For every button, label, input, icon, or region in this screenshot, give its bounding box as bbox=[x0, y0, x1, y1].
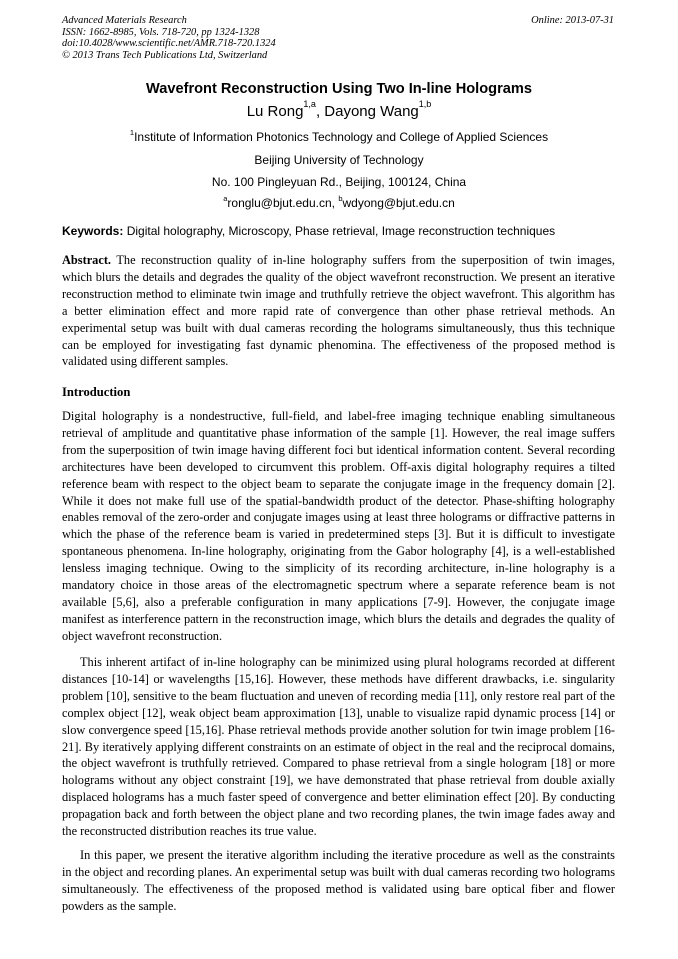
author-1-affiliation-mark: 1,a bbox=[303, 99, 316, 109]
copyright-line: © 2013 Trans Tech Publications Ltd, Switzerland bbox=[62, 49, 268, 61]
doi-line: doi:10.4028/www.scientific.net/AMR.718-720.1324 bbox=[62, 38, 276, 49]
journal-header bbox=[62, 15, 276, 61]
introduction-heading: Introduction bbox=[62, 385, 131, 399]
author-1: Lu Rong bbox=[246, 103, 304, 120]
email-b-mark: b bbox=[338, 194, 343, 203]
online-date: Online: 2013-07-31 bbox=[531, 15, 614, 26]
issn-line: ISSN: 1662-8985, Vols. 718-720, pp 1324-1328 bbox=[62, 26, 260, 38]
author-line bbox=[0, 99, 678, 120]
affiliation-line-1: Institute of Information Photonics Technology and College of Applied Sciences bbox=[134, 130, 549, 144]
introduction-paragraph-3: In this paper, we present the iterative algorithm including the iterative procedure as well as the constraints in the object and recording planes. An experimental setup was built with dual cameras recording two holograms simultaneously. The effectiveness of the proposed method is validated using bare optical fiber and flower powders as the sample. bbox=[62, 848, 615, 913]
author-2-affiliation-mark: 1,b bbox=[418, 99, 432, 109]
affiliation-institute bbox=[0, 130, 678, 144]
email-b: wdyong@bjut.edu.cn bbox=[342, 196, 455, 210]
introduction-paragraph-2: This inherent artifact of in-line holography can be minimized using plural holograms recorded at different distances [10-14] or wavelengths [15,16]. However, these methods have different drawbacks, i.e. singularity problem [10], sensitive to the beam fluctuation and uneven of recording media [11], only restore real part of the complex object [12], weak object beam approximation [13], unable to visualize rapid dynamic process [14] or slow convergence speed [15,16]. Phase retrieval methods provide another solution for twin image problem [16-21]. By iteratively applying different constraints on an estimate of object in the real and the reciprocal domains, the object wavefront is truthfully retrieved. Compared to phase retrieval from a single hologram [18] or more holograms without any object constraint [19], we have demonstrated that phase retrieval from double axially displaced holograms has a much faster speed of convergence and better elimination effect [20]. By conducting propagation back and forth between the object plane and two recording planes, the twin image fades away and the reconstructed distribution reaches its true value. bbox=[62, 655, 615, 839]
affiliation-mark: 1 bbox=[129, 128, 135, 137]
affiliation-address: No. 100 Pingleyuan Rd., Beijing, 100124, China bbox=[211, 175, 467, 189]
email-a: ronglu@bjut.edu.cn, bbox=[227, 196, 339, 210]
keywords-text: Digital holography, Microscopy, Phase retrieval, Image reconstruction techniques bbox=[123, 224, 556, 238]
keywords bbox=[62, 224, 615, 238]
author-separator: , bbox=[315, 103, 325, 120]
affiliation-university: Beijing University of Technology bbox=[254, 153, 424, 167]
author-2: Dayong Wang bbox=[324, 103, 419, 120]
keywords-label: Keywords: bbox=[62, 224, 124, 238]
author-emails bbox=[0, 196, 678, 210]
abstract bbox=[62, 252, 615, 370]
abstract-text: The reconstruction quality of in-line holography suffers from the superposition of twin images, which blurs the details and degrades the quality of the object wavefront reconstruction. We present an iterative reconstruction method to eliminate twin image and truthfully retrieve the object wavefront. This algorithm has a better elimination effect and more rapid rate of convergence than other phase retrieval methods. An experimental setup was built with dual cameras recording the holograms simultaneously, thus this technique can be employed for investigating fast dynamic phenomina. The effectiveness of the proposed method is validated using different samples. bbox=[62, 253, 615, 369]
journal-name: Advanced Materials Research bbox=[62, 15, 187, 26]
introduction-paragraph-1: Digital holography is a nondestructive, full-field, and label-free imaging technique enabling simultaneous retrieval of amplitude and quantitative phase information of the sample [1]. However, the real image suffers from the superposition of twin image having different foci but identical information content. Several recording architectures have been developed to circumvent this problem. Off-axis digital holography requires a tilted reference beam with respect to the object beam to separate the conjugate image in the frequency domain [2]. While it does not make full use of the spatial-bandwidth product of the detector. Phase-shifting holography enables removal of the zero-order and conjugate images using at least three holograms or diffractive patterns in which the phase of the reference beam is varied in predetermined steps [3]. But it is difficult to investigate spontaneous phenomena. In-line holography, originating from the Gabor holography [4], is a well-established lensless imaging technique. Owing to the simplicity of its recording architecture, in-line holography is a mandatory choice in those areas of the electromagnetic spectrum where a separate reference beam is not available [5,6], also a preferable configuration in many applications [7-9]. However, the conjugate image manifest as interference pattern in the reconstruction image, which blurs the details and degrades the quality of object wavefront reconstruction. bbox=[62, 409, 615, 643]
email-a-mark: a bbox=[223, 194, 228, 203]
abstract-label: Abstract. bbox=[62, 253, 112, 267]
paper-title: Wavefront Reconstruction Using Two In-line Holograms bbox=[146, 81, 532, 97]
